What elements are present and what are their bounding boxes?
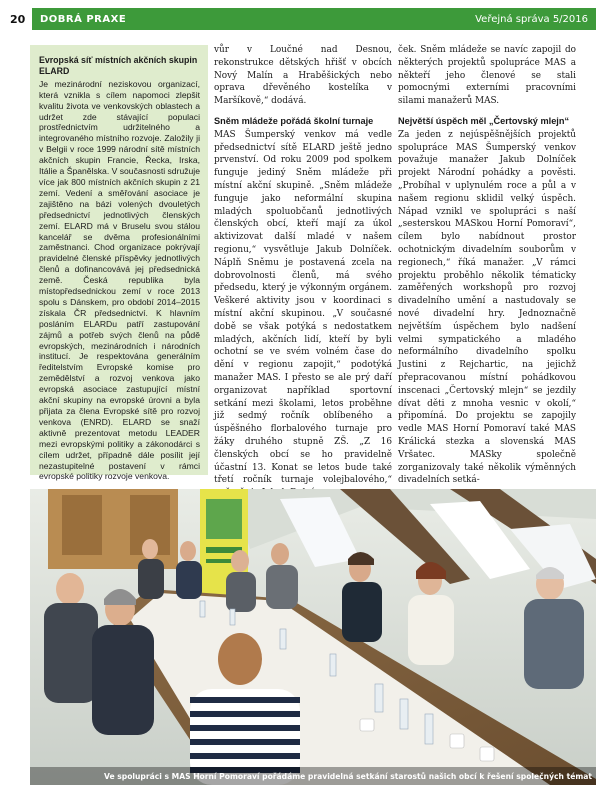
elard-sidebar-box (30, 45, 208, 482)
header-bar (32, 8, 596, 30)
column3-heading: Největší úspěch měl „Čertovský mlejn“ (398, 115, 570, 126)
section-title: DOBRÁ PRAXE (40, 13, 127, 25)
column3-paragraph-1: ček. Sněm mládeže se navíc zapojil do některých projektů spolupráce MAS a někteří jeho členové se stali pomocnými externími pracovními silami manažerů MAS. (398, 45, 576, 107)
magazine-issue: Veřejná správa 5/2016 (475, 13, 588, 25)
column2-paragraph-2: MAS Šumperský venkov má vedle předsednictví sítě ELARD ještě jedno prvenství. Od roku 2009 pod spolkem funguje jediný Sněm mládeže při místní akční skupině. „Sněm mládeže funguje jako neformální skupina mladých spoluobčanů jednotlivých členských obcí, kteří mají za úkol aktivizovat další mladé v našem regionu,“ vysvětluje Jakub Dolníček. Náplň Sněmu je postavená zcela na dobrovolnosti členů, má svého předsedu, který je výkonným orgánem. Veškeré aktivity jsou v koordinaci s místní akční skupinou. „V současné době se však potýká s nedostatkem mladých, akčních lidí, kteří by byli ochotní se ve svém volném čase do dění v regionu zapojit,“ podotýká manažer MAS. I přesto se ale prý daří organizovat například sportovní setkání mezi školami, letos proběhne již sedmý ročník oblíbeného a úspěšného florbalového turnaje pro žáky druhého stupně ZŠ. „Z 16 členských obcí se ho pravidelně účastní 13. Konat se letos bude také třetí ročník turnaje volejbalového,“ (214, 129, 392, 486)
meeting-photo-illustration (30, 489, 596, 785)
column2-heading: Sněm mládeže pořádá školní turnaje (214, 115, 374, 126)
page-header (10, 8, 596, 30)
column3-paragraph-2: Za jeden z nejúspěšnějších projektů spolupráce MAS Šumperský venkov považuje manažer Jakub Dolníček projekt Národní pohádky a pověsti. „Probíhal v uplynulém roce a půl a v našem regionu sklidil velký úspěch. Nápad vznikl ve spolupráci s naší „sesterskou MASkou Horní Pomoraví“, cílem bylo nabídnout prostor ochotnickým divadelním souborům v regionech,“ říká manažer. „V rámci projektu proběhlo několik tématicky zaměřených workshopů pro rozvoj divadelního umění a nastudovaly se nové divadelní hry. Jednoznačně největším úspěchem bylo nadšení velmi sympatického a mladého neformálního divadelního spolku Justini z Rejchartic, na jejichž přepracovanou místní pohádkovou inscenaci „Čertovský mlejn“ se jezdily dívat děti z mnoha vesnic v okolí,“ připomíná. Do projektu se zapojily vedle MAS Horní Pomoraví také MAS Králická stezka a slovenská MAS Vršatec. MASky společně zorganizovaly také několik výměnných divadelních setká- (398, 129, 576, 486)
column2-paragraph-1: vůr v Loučné nad Desnou, rekonstrukce dětských hřišť v obcích Nový Malín a Hraběšických nebo oprava dřevěného kostelíka v Maršíkově,“ dodává. (214, 45, 392, 107)
article-column-2 (214, 44, 392, 486)
meeting-photo (30, 489, 596, 785)
article-column-3 (398, 44, 576, 486)
sidebar-title: Evropská síť místních akčních skupin ELARD (39, 55, 198, 76)
page-number: 20 (10, 12, 26, 26)
photo-caption: Ve spolupráci s MAS Horní Pomoraví pořádáme pravidelná setkání starostů našich obcí k řešení společných témat (30, 767, 596, 785)
sidebar-text: Je mezinárodní neziskovou organizací, která vznikla s cílem napomoci zlepšit kvalitu života ve venkovských oblastech a udržet zde stávající populaci prostřednictvím udržitelného a integrovaného místního rozvoje. Založily ji v Belgii v roce 1999 národní sítě místních akčních skupin Francie, Řecka, Irska, Itálie a Španělska. V současnosti sdružuje více jak 800 místních akčních skupin z 21 zemí. Vedení a směřování asociace je zajištěno na bázi volených dvouletých předsednictví jednotlivých členských zemí. ELARD má v Bruselu svou stálou kancelář se dvěma profesionálními zaměstnanci. Chod organizace pokrývají pravidelné členské příspěvky jednotlivých členů a dofinancovává jej předsednická země. Česká republika byla místopředsednickou zemí v roce 2013 spolu s Dánskem, pro období 2014–2015 získala ČR předsednictví. K hlavním posláním ELARDu patří zastupování zájmů a potřeb svých členů na půdě evropských, mezinárodních i národních institucí. Je respektována generálním ředitelstvím Evropské komise pro zemědělství a rozvoj venkova jako evropská asociace zastupující místní akční skupiny na evropské úrovni a byla přijata za člena Evropské sítě pro rozvoj venkova (ENRD). ELARD se snaží aktivně prezentovat metodu LEADER mezi evropskými politiky a zákonodárci s cílem udržet, případně dále posílit její nezastupitelné postavení v rámci evropské politiky rozvoje venkova. (39, 78, 200, 482)
